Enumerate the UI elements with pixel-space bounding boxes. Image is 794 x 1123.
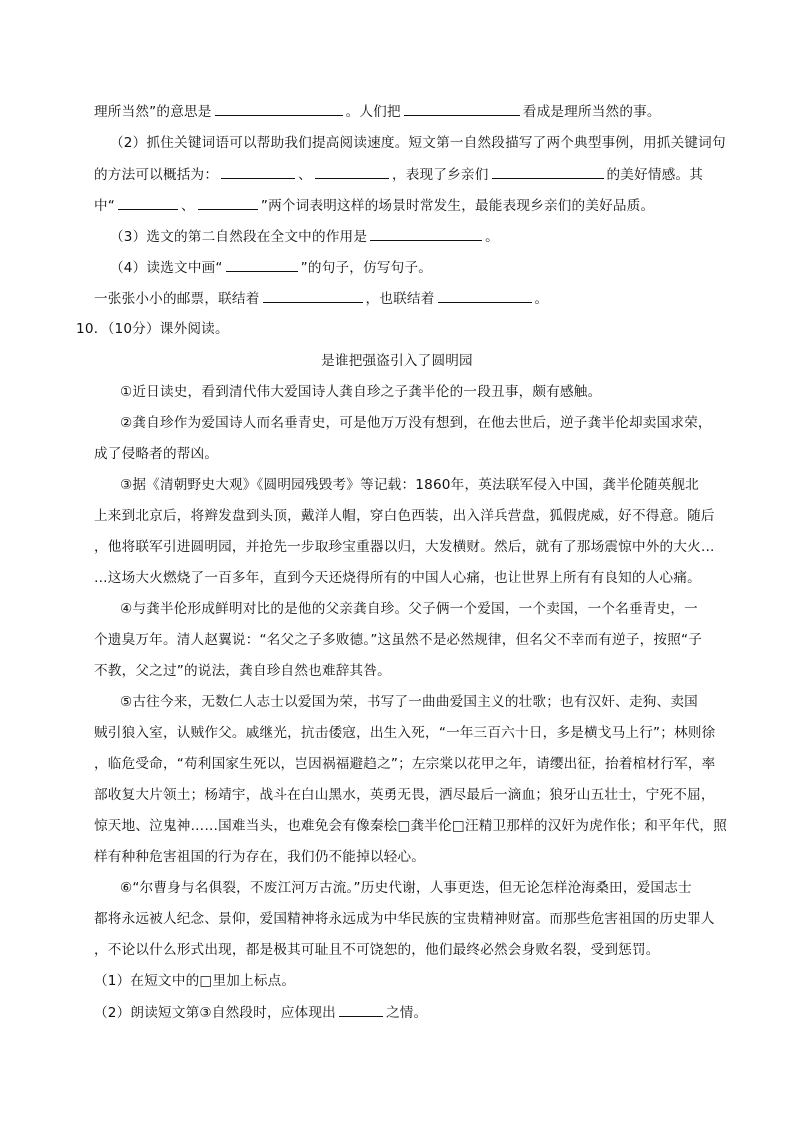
q9-part2-line-2	[94, 166, 703, 183]
para-6-line-1: ⑥“尔曹身与名俱裂，不废江河万古流。”历史代谢，人事更迭，但无论怎样沧海桑田，爱国志士	[120, 880, 692, 896]
q9-p2-text-a: 的方法可以概括为：	[94, 167, 219, 183]
q9-p2-sep: 、	[298, 167, 312, 183]
q9-line-1	[94, 103, 661, 120]
q9-p5-text-a: 一张张小小的邮票，联结着	[94, 291, 260, 307]
q10-subquestion-2	[94, 1004, 427, 1021]
article-title: 是谁把强盗引入了圆明园	[321, 353, 473, 369]
para-3-line-4: …这场大火燃烧了一百多年，直到今天还烧得所有的中国人心痛，也让世界上所有有良知的人心痛。	[94, 570, 701, 586]
q9-p2-l3-text-a: 中“	[94, 198, 116, 214]
para-5-line-5: 惊天地、泣鬼神……国难当头，也难免会有像秦桧□龚半伦□汪精卫那样的汉奸为虎作伥；和平年代，照	[94, 818, 728, 834]
answer-blank[interactable]	[438, 290, 532, 303]
q9-l1-text-c: 看成是理所当然的事。	[522, 104, 661, 120]
para-1: ①近日读史，看到清代伟大爱国诗人龚自珍之子龚半伦的一段丑事，颇有感触。	[120, 384, 602, 400]
q9-part4	[110, 259, 432, 276]
q10-qa2-text-a: （2）朗读短文第③自然段时，应体现出	[94, 1005, 336, 1021]
answer-blank[interactable]	[404, 103, 520, 116]
q9-p3-text-b: 。	[485, 229, 499, 245]
answer-blank[interactable]	[226, 259, 298, 272]
para-2-line-1: ②龚自珍作为爱国诗人而名垂青史，可是他万万没有想到，在他去世后，逆子龚半伦却卖国求荣，	[120, 415, 712, 431]
para-5-line-6: 样有种种危害祖国的行为存在，我们仍不能掉以轻心。	[94, 849, 426, 865]
q9-part2-line-1: （2）抓住关键词语可以帮助我们提高阅读速度。短文第一自然段描写了两个典型事例，用抓关键词句	[110, 135, 726, 151]
answer-blank[interactable]	[370, 228, 482, 241]
q9-part2-line-3	[94, 197, 654, 214]
para-3-line-3: ，他将联军引进圆明园，并抢先一步取珍宝重器以归，大发横财。然后，就有了那场震惊中外的大火…	[94, 539, 715, 555]
para-5-line-3: ，临危受命，“苟利国家生死以，岂因祸福避趋之”；左宗棠以花甲之年，请缨出征，抬着棺材行军，率	[94, 756, 716, 772]
answer-blank[interactable]	[198, 197, 258, 210]
q9-part3	[110, 228, 499, 245]
q9-p5-text-c: 。	[534, 291, 549, 307]
answer-blank[interactable]	[315, 166, 389, 179]
para-5-line-2: 贼引狼入室，认贼作父。戚继光，抗击倭寇，出生入死，“一年三百六十日，多是横戈马上行”；林则徐	[94, 725, 716, 741]
q9-p3-text-a: （3）选文的第二自然段在全文中的作用是	[110, 229, 368, 245]
para-5-line-4: 部收复大片领土；杨靖宇，战斗在白山黑水，英勇无畏，洒尽最后一滴血；狼牙山五壮士，宁死不屈，	[94, 787, 715, 803]
para-4-line-1: ④与龚半伦形成鲜明对比的是他的父亲龚自珍。父子俩一个爱国，一个卖国，一个名垂青史，一	[120, 601, 698, 617]
answer-blank[interactable]	[215, 103, 343, 116]
answer-blank[interactable]	[263, 290, 363, 303]
answer-blank[interactable]	[118, 197, 178, 210]
q9-p2-text-b: ，表现了乡亲们	[391, 167, 489, 183]
q10-header: 10．（10分）课外阅读。	[76, 321, 229, 337]
q10-qa2-text-b: 之情。	[385, 1005, 428, 1021]
para-6-line-3: ，不论以什么形式出现，都是极其可耻且不可饶恕的，他们最终必然会身败名裂，受到惩罚。	[94, 942, 660, 958]
q9-l1-text-a: 理所当然”的意思是	[94, 104, 212, 120]
q9-p2-l3-sep: 、	[181, 198, 195, 214]
para-5-line-1: ⑤古往今来，无数仁人志士以爱国为荣，书写了一曲曲爱国主义的壮歌；也有汉奸、走狗、卖国	[120, 694, 698, 710]
para-2-line-2: 成了侵略者的帮凶。	[94, 446, 219, 462]
para-3-line-2: 上来到北京后，将辫发盘到头顶，戴洋人帽，穿白色西装，出入洋兵营盘，狐假虎威，好不得意。随后	[94, 508, 715, 524]
q9-p4-text-b: ”的句子，仿写句子。	[300, 260, 433, 276]
q9-p5-text-b: ，也联结着	[365, 291, 435, 307]
q9-p4-text-a: （4）读选文中画“	[110, 260, 223, 276]
para-4-line-2: 个遗臭万年。清人赵翼说：“名父之子多败德。”这虽然不是必然规律，但名父不幸而有逆子，按照“子	[94, 632, 703, 648]
para-4-line-3: 不教，父之过”的说法，龚自珍自然也难辞其咎。	[94, 663, 391, 679]
q9-part5	[94, 290, 548, 307]
q9-p2-l3-text-b: ”两个词表明这样的场景时常发生，最能表现乡亲们的美好品质。	[260, 198, 655, 214]
answer-blank[interactable]	[339, 1004, 383, 1017]
q9-l1-text-b: 。人们把	[345, 104, 401, 120]
para-3-line-1: ③据《清朝野史大观》《圆明园残毁考》等记载：1860年，英法联军侵入中国，龚半伦随英舰北	[120, 477, 699, 493]
q9-p2-text-c: 的美好情感。其	[606, 167, 704, 183]
answer-blank[interactable]	[492, 166, 604, 179]
answer-blank[interactable]	[221, 166, 295, 179]
para-6-line-2: 都将永远被人纪念、景仰，爱国精神将永远成为中华民族的宝贵精神财富。而那些危害祖国的历史罪人	[94, 911, 715, 927]
q10-subquestion-1: （1）在短文中的□里加上标点。	[94, 973, 296, 989]
